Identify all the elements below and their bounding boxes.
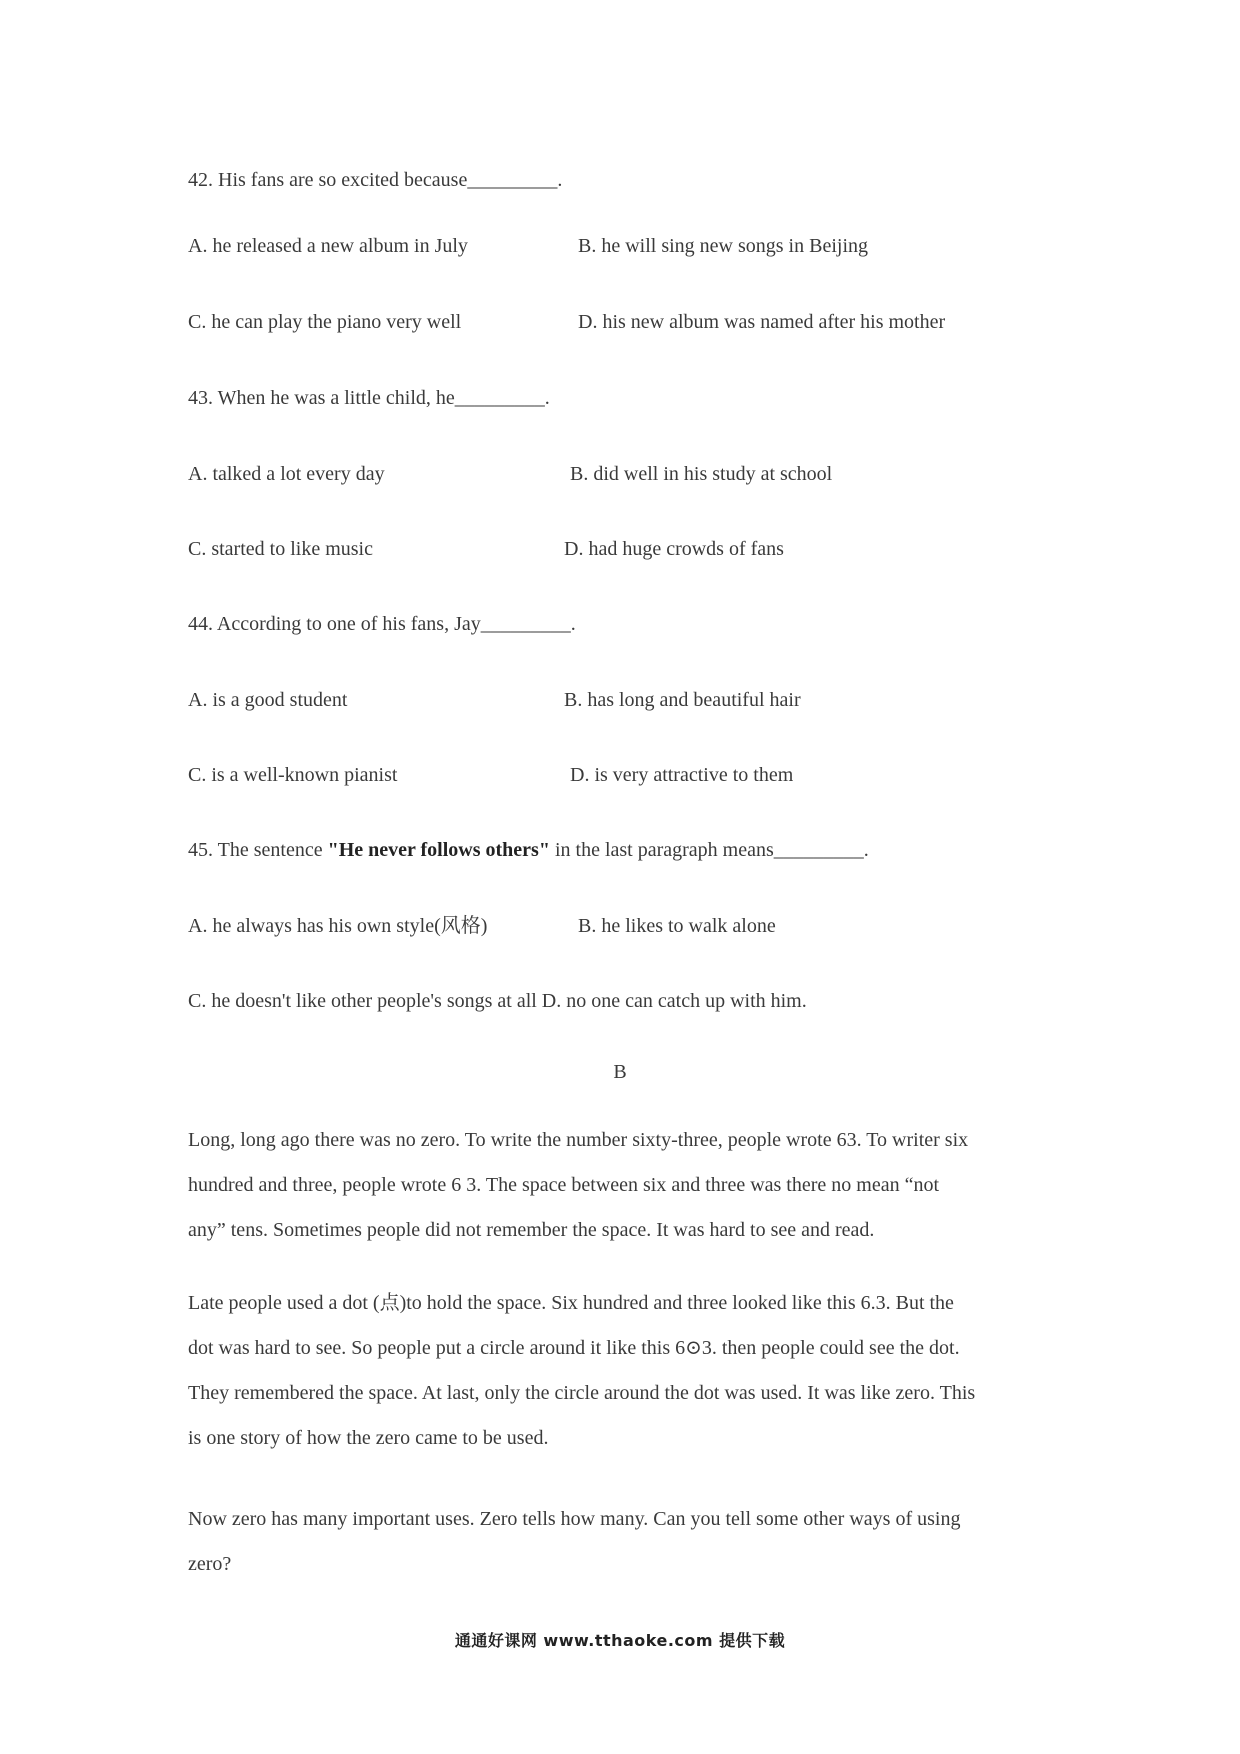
section-b-paragraph-3 xyxy=(188,1497,1068,1587)
question-43-stem: 43. When he was a little child, he_________. xyxy=(188,387,550,409)
question-44-option-c: C. is a well-known pianist xyxy=(188,764,398,786)
paragraph-line: dot was hard to see. So people put a circle around it like this 6⊙3. then people could see the dot. xyxy=(188,1337,960,1359)
question-45-option-b: B. he likes to walk alone xyxy=(578,915,776,937)
section-b-paragraph-2 xyxy=(188,1281,1068,1461)
section-b-paragraph-1 xyxy=(188,1118,1068,1253)
footer-source-credit: 通通好课网 www.tthaoke.com 提供下载 xyxy=(454,1631,786,1650)
question-44-option-d: D. is very attractive to them xyxy=(570,764,794,786)
section-b-title: B xyxy=(613,1061,627,1083)
paragraph-line: hundred and three, people wrote 6 3. The space between six and three was there no mean “not xyxy=(188,1174,940,1196)
question-43-option-d: D. had huge crowds of fans xyxy=(564,538,784,560)
paragraph-line: Late people used a dot (点)to hold the space. Six hundred and three looked like this 6.3. But the xyxy=(188,1292,954,1314)
question-44-stem: 44. According to one of his fans, Jay_________. xyxy=(188,613,576,635)
question-45-stem-suffix: in the last paragraph means_________. xyxy=(549,839,869,861)
question-45-option-c-d: C. he doesn't like other people's songs at all D. no one can catch up with him. xyxy=(188,990,807,1012)
question-45-stem xyxy=(188,838,869,862)
question-44-option-b: B. has long and beautiful hair xyxy=(564,689,801,711)
paragraph-line: They remembered the space. At last, only the circle around the dot was used. It was like zero. This xyxy=(188,1382,976,1404)
question-42-option-a: A. he released a new album in July xyxy=(188,235,468,257)
question-42-option-d: D. his new album was named after his mother xyxy=(578,311,946,333)
question-42-option-b: B. he will sing new songs in Beijing xyxy=(578,235,868,257)
question-43-option-a: A. talked a lot every day xyxy=(188,463,385,485)
question-45-stem-prefix: 45. The sentence xyxy=(188,839,328,861)
question-43-option-c: C. started to like music xyxy=(188,538,373,560)
paragraph-line: Long, long ago there was no zero. To write the number sixty-three, people wrote 63. To writer six xyxy=(188,1129,969,1151)
paragraph-line: any” tens. Sometimes people did not remember the space. It was hard to see and read. xyxy=(188,1219,875,1241)
paragraph-line: is one story of how the zero came to be used. xyxy=(188,1427,549,1449)
question-45-option-a: A. he always has his own style(风格) xyxy=(188,915,488,937)
question-44-option-a: A. is a good student xyxy=(188,689,348,711)
paragraph-line: Now zero has many important uses. Zero tells how many. Can you tell some other ways of using xyxy=(188,1508,961,1530)
question-42-option-c: C. he can play the piano very well xyxy=(188,311,462,333)
paragraph-line: zero? xyxy=(188,1553,232,1575)
question-45-quoted-sentence: "He never follows others" xyxy=(327,839,550,861)
question-42-stem: 42. His fans are so excited because_________. xyxy=(188,169,563,191)
question-43-option-b: B. did well in his study at school xyxy=(570,463,833,485)
